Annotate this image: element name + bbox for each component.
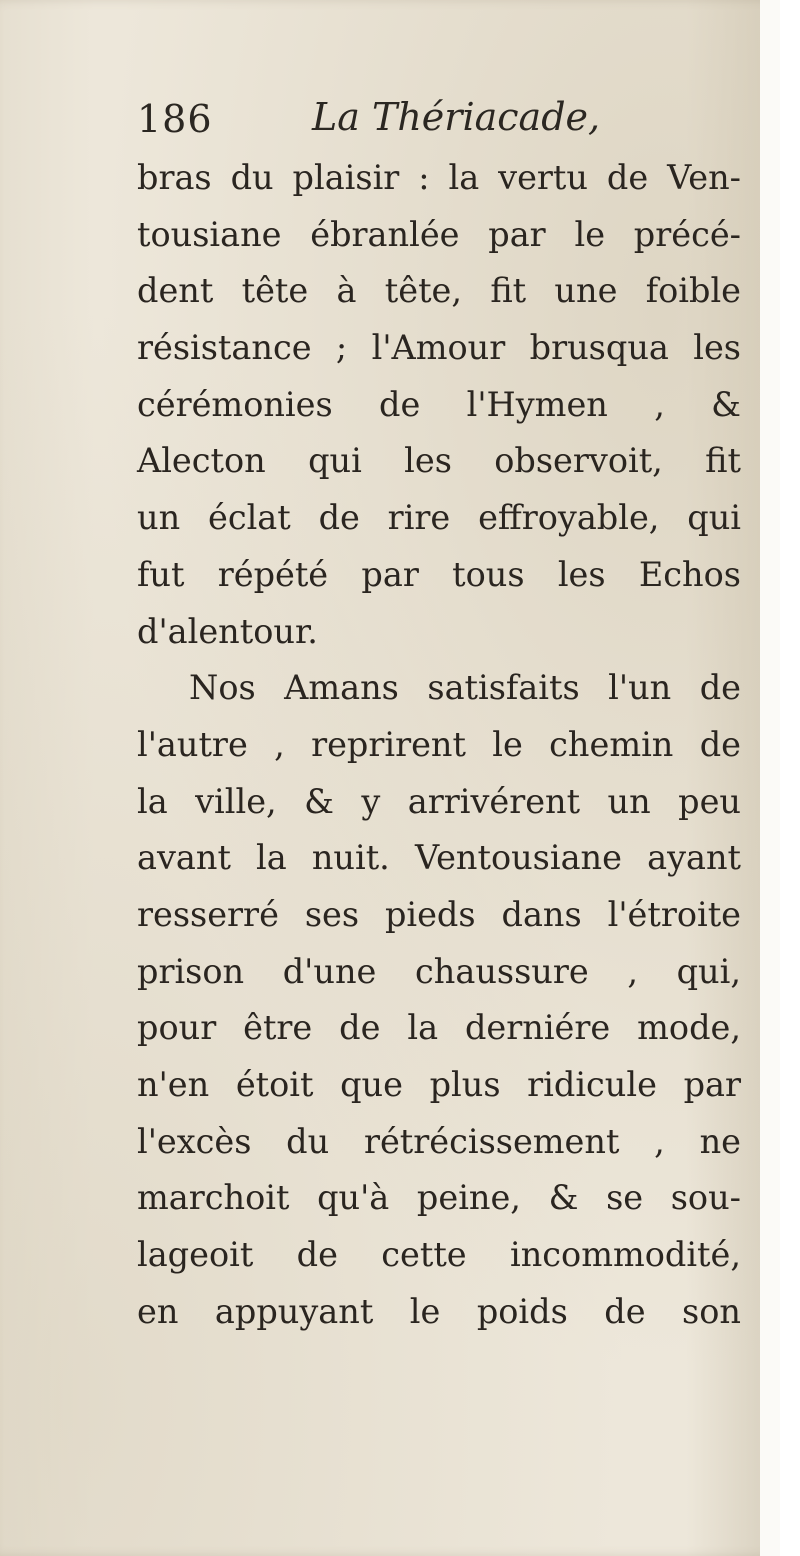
paragraph-start-line: Nos Amans satisfaits l'un de [189, 668, 741, 708]
body-text [137, 150, 741, 1340]
text-line: avant la nuit. Ventousiane ayant [137, 838, 741, 878]
text-line: résistance ; l'Amour brusqua les [137, 328, 741, 368]
text-line: bras du plaisir : la vertu de Ven- [137, 158, 741, 197]
text-line: lageoit de cette incommodité, [137, 1235, 741, 1275]
text-line: pour être de la derniére mode, [137, 1008, 741, 1048]
text-line: tousiane ébranlée par le précé- [137, 214, 741, 254]
paragraph-end-line: d'alentour. [137, 611, 318, 651]
text-line: dent tête à tête, fit une foible [137, 271, 741, 311]
text-line: n'en étoit que plus ridicule par [137, 1065, 741, 1104]
text-line: cérémonies de l'Hymen , & [137, 384, 741, 424]
text-line: l'autre , reprirent le chemin de [137, 724, 741, 764]
text-line: resserré ses pieds dans l'étroite [137, 894, 741, 934]
text-line: prison d'une chaussure , qui, [137, 951, 741, 991]
text-line: fut répété par tous les Echos [137, 554, 741, 594]
text-line: Alecton qui les observoit, fit [137, 441, 741, 481]
page-number: 186 [137, 97, 213, 141]
text-line: l'excès du rétrécissement , ne [137, 1121, 741, 1161]
text-line: un éclat de rire effroyable, qui [137, 498, 741, 538]
text-line: la ville, & y arrivérent un peu [137, 781, 741, 821]
page-header [137, 95, 637, 155]
running-title: La Thériacade, [312, 95, 601, 139]
text-line: marchoit qu'à peine, & se sou- [137, 1178, 741, 1218]
text-line: en appuyant le poids de son [137, 1291, 741, 1331]
scan-edge [760, 0, 780, 1556]
